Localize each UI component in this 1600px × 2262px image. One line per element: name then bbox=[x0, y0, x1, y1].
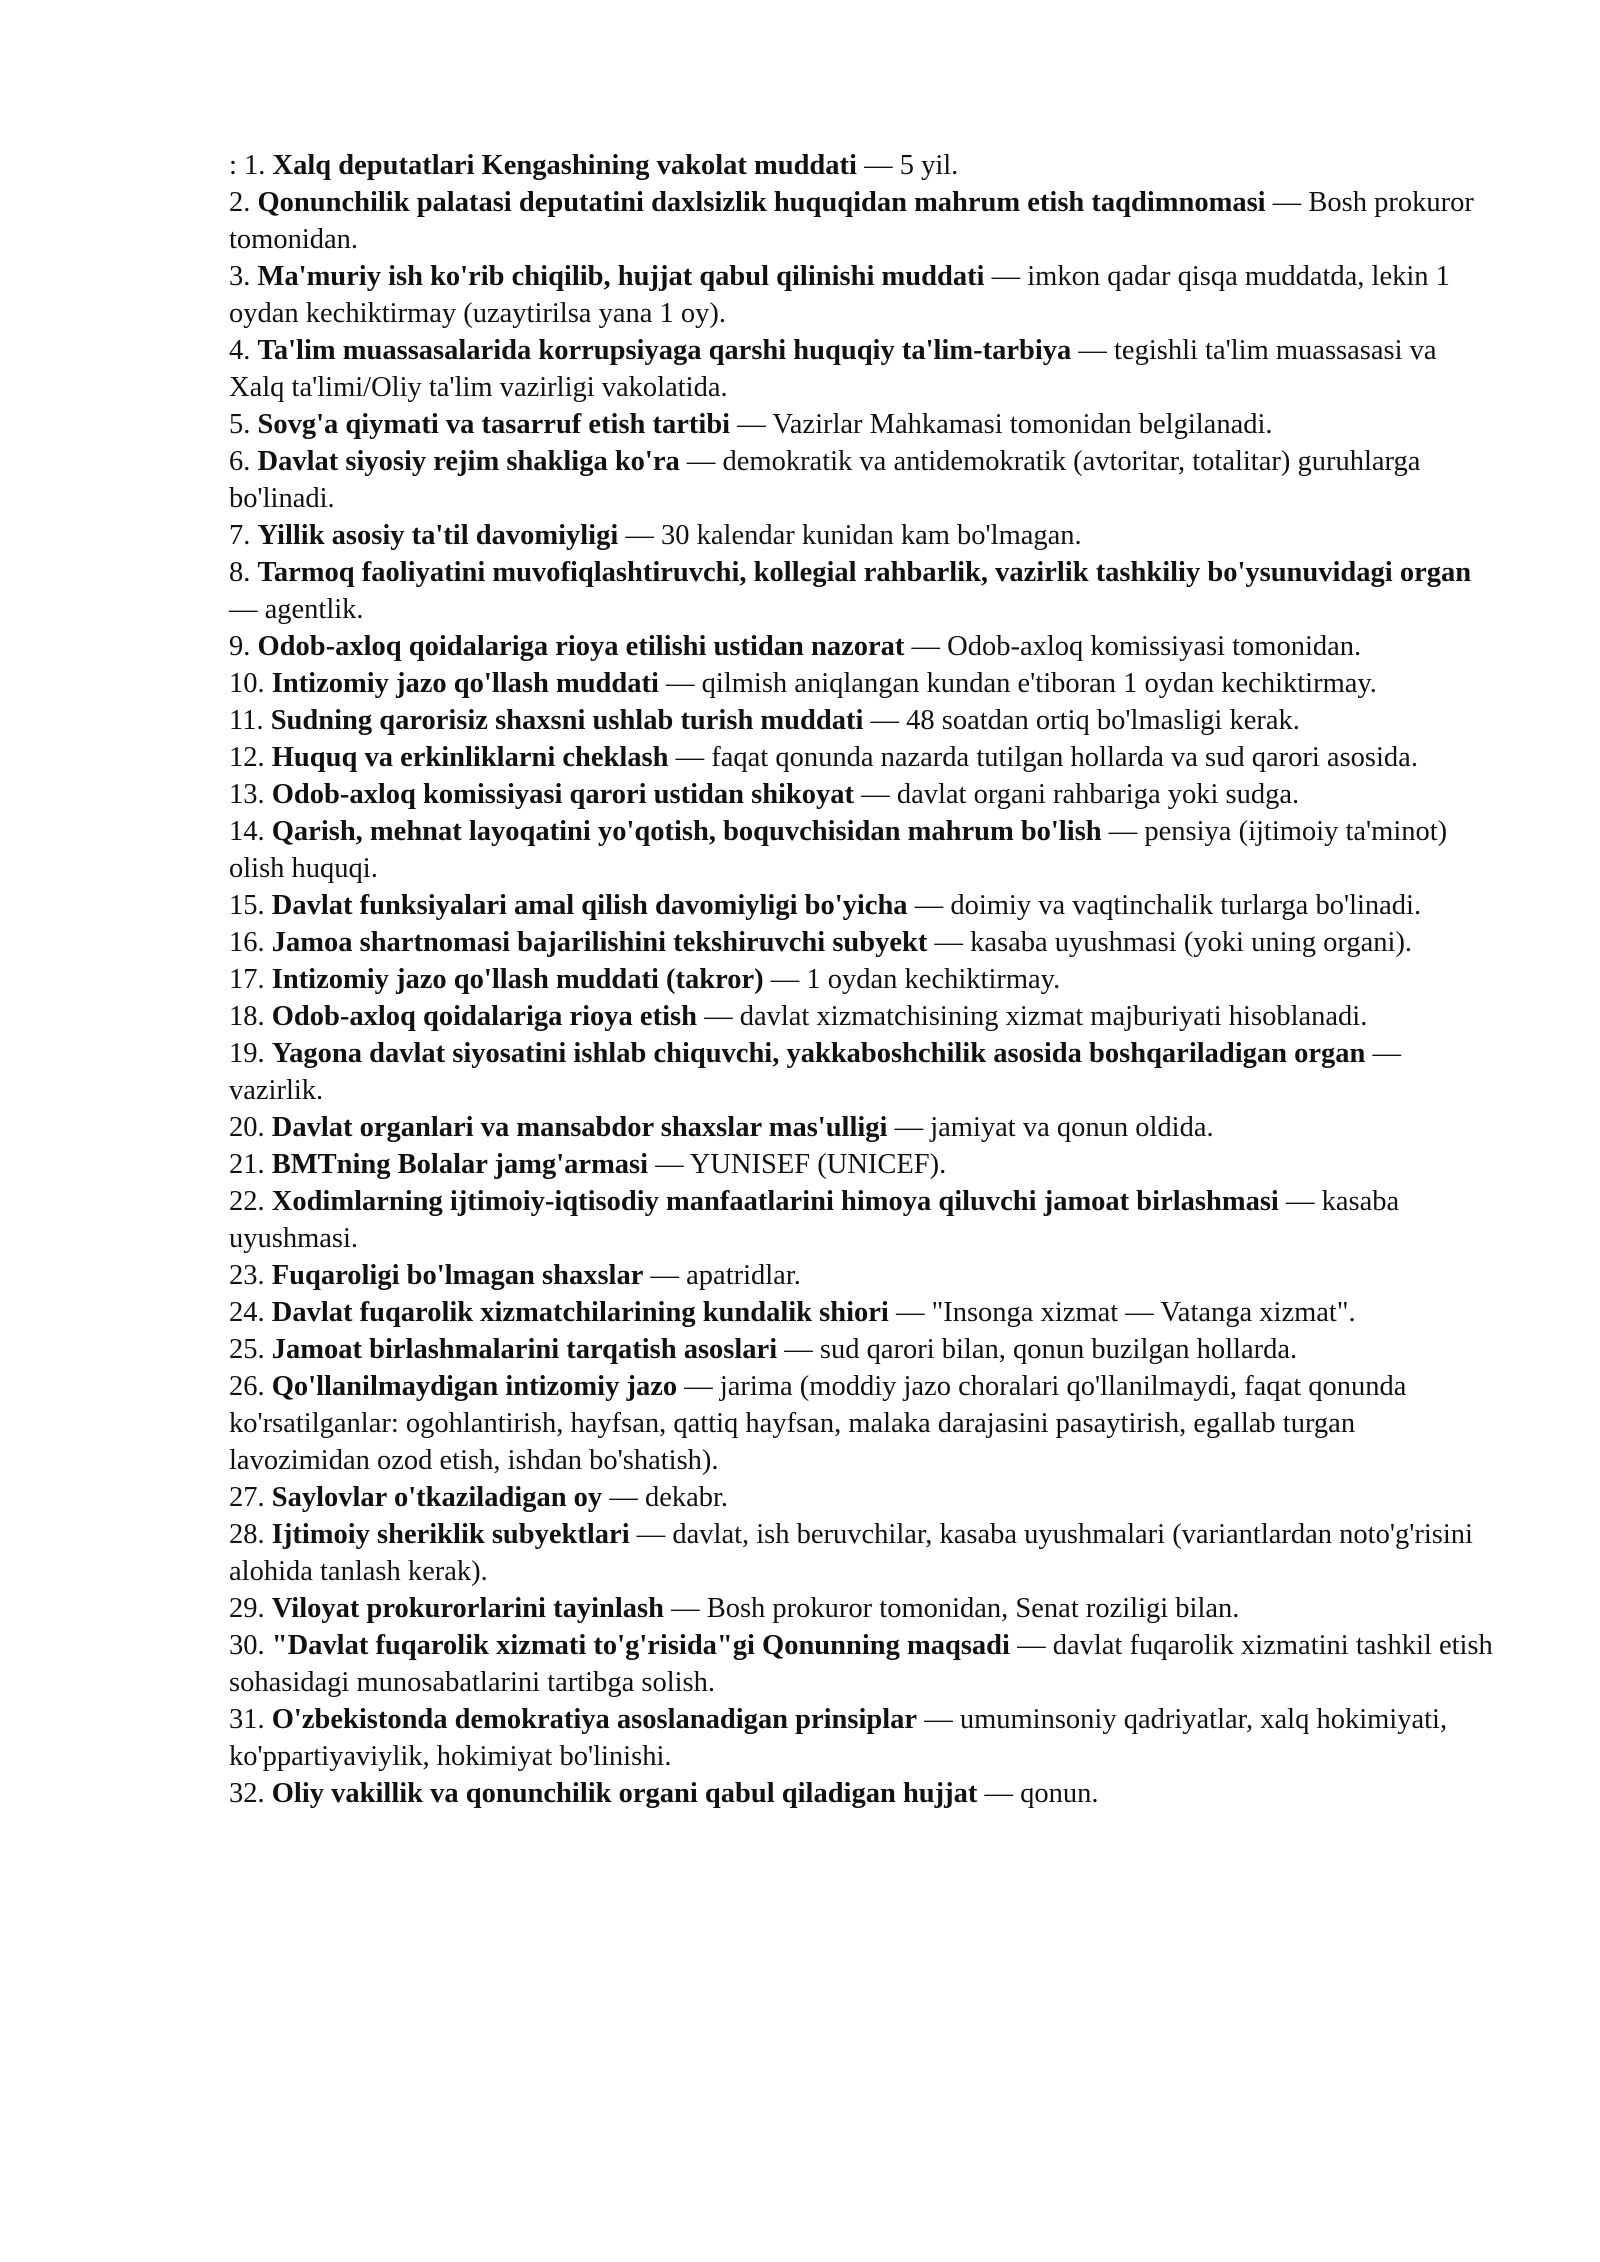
item-number: 20. bbox=[229, 1112, 265, 1143]
item-number: 14. bbox=[229, 816, 265, 847]
item-number: 4. bbox=[229, 335, 251, 366]
list-item bbox=[229, 739, 1499, 776]
item-answer: — jamiyat va qonun oldida. bbox=[887, 1112, 1214, 1143]
item-number: 24. bbox=[229, 1297, 265, 1328]
item-number: 27. bbox=[229, 1482, 265, 1513]
item-number: 2. bbox=[229, 187, 251, 218]
item-answer: — jarima (moddiy jazo choralari qo'llanilmaydi, faqat qonunda ko'rsatilganlar: ogohlantirish, hayfsan, qattiq hayfsan, malaka darajasini pasaytirish, egallab turgan lavozimidan ozod etish, ishdan bo'shatish). bbox=[229, 1371, 1407, 1476]
item-answer: — pensiya (ijtimoiy ta'minot) olish huquqi. bbox=[229, 816, 1448, 884]
item-question: Qo'llanilmaydigan intizomiy jazo bbox=[271, 1371, 678, 1402]
item-answer: — Bosh prokuror tomonidan. bbox=[229, 187, 1474, 255]
item-number: 16. bbox=[229, 927, 265, 958]
item-number: 17. bbox=[229, 964, 265, 995]
item-answer: — kasaba uyushmasi. bbox=[229, 1186, 1400, 1254]
item-question: Saylovlar o'tkaziladigan oy bbox=[271, 1482, 603, 1513]
item-number: 21. bbox=[229, 1149, 265, 1180]
list-item bbox=[229, 1516, 1499, 1590]
list-item bbox=[229, 1627, 1499, 1701]
item-number: 31. bbox=[229, 1704, 265, 1735]
qa-list bbox=[229, 147, 1499, 1812]
list-item bbox=[229, 1701, 1499, 1775]
item-answer: — davlat, ish beruvchilar, kasaba uyushmalari (variantlardan noto'g'risini alohida tanlash kerak). bbox=[229, 1519, 1473, 1587]
list-item bbox=[229, 184, 1499, 258]
list-item bbox=[229, 1109, 1499, 1146]
item-number: 30. bbox=[229, 1630, 265, 1661]
list-item bbox=[229, 554, 1499, 628]
item-answer: — 30 kalendar kunidan kam bo'lmagan. bbox=[618, 520, 1082, 551]
item-answer: — imkon qadar qisqa muddatda, lekin 1 oydan kechiktirmay (uzaytirilsa yana 1 oy). bbox=[229, 261, 1450, 329]
list-item bbox=[229, 887, 1499, 924]
item-number: 7. bbox=[229, 520, 251, 551]
item-number: : 1. bbox=[229, 150, 266, 181]
list-item bbox=[229, 998, 1499, 1035]
item-answer: — demokratik va antidemokratik (avtoritar, totalitar) guruhlarga bo'linadi. bbox=[229, 446, 1421, 514]
item-question: Sovg'a qiymati va tasarruf etish tartibi bbox=[257, 409, 731, 440]
item-answer: — davlat organi rahbariga yoki sudga. bbox=[854, 779, 1300, 810]
item-question: Davlat siyosiy rejim shakliga ko'ra bbox=[257, 446, 680, 477]
item-question: Yillik asosiy ta'til davomiyligi bbox=[257, 520, 619, 551]
item-number: 12. bbox=[229, 742, 265, 773]
item-answer: — Vazirlar Mahkamasi tomonidan belgilanadi. bbox=[730, 409, 1273, 440]
list-item bbox=[229, 1294, 1499, 1331]
item-question: Odob-axloq qoidalariga rioya etish bbox=[271, 1001, 697, 1032]
item-number: 11. bbox=[229, 705, 264, 736]
item-answer: — Odob-axloq komissiyasi tomonidan. bbox=[904, 631, 1362, 662]
item-answer: — umuminsoniy qadriyatlar, xalq hokimiyati, ko'ppartiyaviylik, hokimiyat bo'linishi. bbox=[229, 1704, 1448, 1772]
item-question: Odob-axloq komissiyasi qarori ustidan shikoyat bbox=[271, 779, 855, 810]
item-question: Intizomiy jazo qo'llash muddati (takror) bbox=[271, 964, 764, 995]
item-number: 8. bbox=[229, 557, 251, 588]
item-question: Ijtimoiy sheriklik subyektlari bbox=[271, 1519, 630, 1550]
document-body bbox=[229, 147, 1499, 1812]
item-question: Intizomiy jazo qo'llash muddati bbox=[271, 668, 659, 699]
item-answer: — agentlik. bbox=[229, 594, 364, 625]
item-answer: — sud qarori bilan, qonun buzilgan hollarda. bbox=[777, 1334, 1298, 1365]
item-question: Xodimlarning ijtimoiy-iqtisodiy manfaatlarini himoya qiluvchi jamoat birlashmasi bbox=[271, 1186, 1279, 1217]
list-item bbox=[229, 628, 1499, 665]
list-item bbox=[229, 1146, 1499, 1183]
item-question: Yagona davlat siyosatini ishlab chiquvchi, yakkaboshchilik asosida boshqariladigan organ bbox=[271, 1038, 1366, 1069]
list-item bbox=[229, 665, 1499, 702]
list-item bbox=[229, 1368, 1499, 1479]
item-question: Viloyat prokurorlarini tayinlash bbox=[271, 1593, 664, 1624]
item-answer: — davlat xizmatchisining xizmat majburiyati hisoblanadi. bbox=[696, 1001, 1368, 1032]
list-item bbox=[229, 1775, 1499, 1812]
item-answer: — 1 oydan kechiktirmay. bbox=[763, 964, 1061, 995]
item-question: Qarish, mehnat layoqatini yo'qotish, boquvchisidan mahrum bo'lish bbox=[271, 816, 1102, 847]
item-number: 25. bbox=[229, 1334, 265, 1365]
item-question: Huquq va erkinliklarni cheklash bbox=[271, 742, 669, 773]
item-question: Ma'muriy ish ko'rib chiqilib, hujjat qabul qilinishi muddati bbox=[257, 261, 985, 292]
item-answer: — 5 yil. bbox=[856, 150, 959, 181]
item-question: Davlat organlari va mansabdor shaxslar mas'ulligi bbox=[271, 1112, 888, 1143]
list-item bbox=[229, 332, 1499, 406]
item-question: Odob-axloq qoidalariga rioya etilishi ustidan nazorat bbox=[257, 631, 905, 662]
item-answer: — doimiy va vaqtinchalik turlarga bo'linadi. bbox=[907, 890, 1422, 921]
item-answer: — apatridlar. bbox=[643, 1260, 801, 1291]
item-question: O'zbekistonda demokratiya asoslanadigan prinsiplar bbox=[271, 1704, 918, 1735]
item-number: 15. bbox=[229, 890, 265, 921]
list-item bbox=[229, 924, 1499, 961]
item-answer: — 48 soatdan ortiq bo'lmasligi kerak. bbox=[863, 705, 1300, 736]
item-number: 5. bbox=[229, 409, 251, 440]
list-item bbox=[229, 1035, 1499, 1109]
item-answer: — Bosh prokuror tomonidan, Senat roziligi bilan. bbox=[663, 1593, 1240, 1624]
item-answer: — kasaba uyushmasi (yoki uning organi). bbox=[927, 927, 1413, 958]
item-answer: — YUNISEF (UNICEF). bbox=[648, 1149, 947, 1180]
item-number: 18. bbox=[229, 1001, 265, 1032]
item-answer: — qilmish aniqlangan kundan e'tiboran 1 oydan kechiktirmay. bbox=[658, 668, 1377, 699]
item-question: Qonunchilik palatasi deputatini daxlsizlik huquqidan mahrum etish taqdimnomasi bbox=[257, 187, 1266, 218]
item-number: 22. bbox=[229, 1186, 265, 1217]
item-number: 3. bbox=[229, 261, 251, 292]
item-number: 13. bbox=[229, 779, 265, 810]
item-number: 19. bbox=[229, 1038, 265, 1069]
list-item bbox=[229, 443, 1499, 517]
item-question: Jamoat birlashmalarini tarqatish asoslari bbox=[271, 1334, 778, 1365]
list-item bbox=[229, 147, 1499, 184]
item-answer: — tegishli ta'lim muassasasi va Xalq ta'limi/Oliy ta'lim vazirligi vakolatida. bbox=[229, 335, 1437, 403]
list-item bbox=[229, 813, 1499, 887]
item-question: BMTning Bolalar jamg'armasi bbox=[271, 1149, 649, 1180]
list-item bbox=[229, 1183, 1499, 1257]
item-question: Fuqaroligi bo'lmagan shaxslar bbox=[271, 1260, 644, 1291]
item-number: 28. bbox=[229, 1519, 265, 1550]
item-answer: — davlat fuqarolik xizmatini tashkil etish sohasidagi munosabatlarini tartibga solish. bbox=[229, 1630, 1493, 1698]
list-item bbox=[229, 406, 1499, 443]
list-item bbox=[229, 258, 1499, 332]
list-item bbox=[229, 1590, 1499, 1627]
list-item bbox=[229, 702, 1499, 739]
item-answer: — dekabr. bbox=[602, 1482, 729, 1513]
item-question: Xalq deputatlari Kengashining vakolat muddati bbox=[272, 150, 857, 181]
item-number: 9. bbox=[229, 631, 251, 662]
item-number: 10. bbox=[229, 668, 265, 699]
item-number: 32. bbox=[229, 1778, 265, 1809]
item-number: 6. bbox=[229, 446, 251, 477]
item-question: Ta'lim muassasalarida korrupsiyaga qarshi huquqiy ta'lim-tarbiya bbox=[257, 335, 1072, 366]
list-item bbox=[229, 1331, 1499, 1368]
item-question: Davlat funksiyalari amal qilish davomiyligi bo'yicha bbox=[271, 890, 908, 921]
list-item bbox=[229, 1257, 1499, 1294]
item-answer: — "Insonga xizmat — Vatanga xizmat". bbox=[888, 1297, 1356, 1328]
item-question: Davlat fuqarolik xizmatchilarining kundalik shiori bbox=[271, 1297, 889, 1328]
list-item bbox=[229, 776, 1499, 813]
item-number: 29. bbox=[229, 1593, 265, 1624]
item-question: Jamoa shartnomasi bajarilishini tekshiruvchi subyekt bbox=[271, 927, 928, 958]
list-item bbox=[229, 1479, 1499, 1516]
item-number: 26. bbox=[229, 1371, 265, 1402]
item-question: Oliy vakillik va qonunchilik organi qabul qiladigan hujjat bbox=[271, 1778, 978, 1809]
list-item bbox=[229, 517, 1499, 554]
item-question: Tarmoq faoliyatini muvofiqlashtiruvchi, kollegial rahbarlik, vazirlik tashkiliy bo'ysunuvidagi organ bbox=[257, 557, 1472, 588]
item-question: "Davlat fuqarolik xizmati to'g'risida"gi Qonunning maqsadi bbox=[271, 1630, 1010, 1661]
item-answer: — vazirlik. bbox=[229, 1038, 1402, 1106]
item-answer: — qonun. bbox=[977, 1778, 1099, 1809]
list-item bbox=[229, 961, 1499, 998]
item-question: Sudning qarorisiz shaxsni ushlab turish muddati bbox=[270, 705, 864, 736]
item-number: 23. bbox=[229, 1260, 265, 1291]
item-answer: — faqat qonunda nazarda tutilgan hollarda va sud qarori asosida. bbox=[668, 742, 1418, 773]
